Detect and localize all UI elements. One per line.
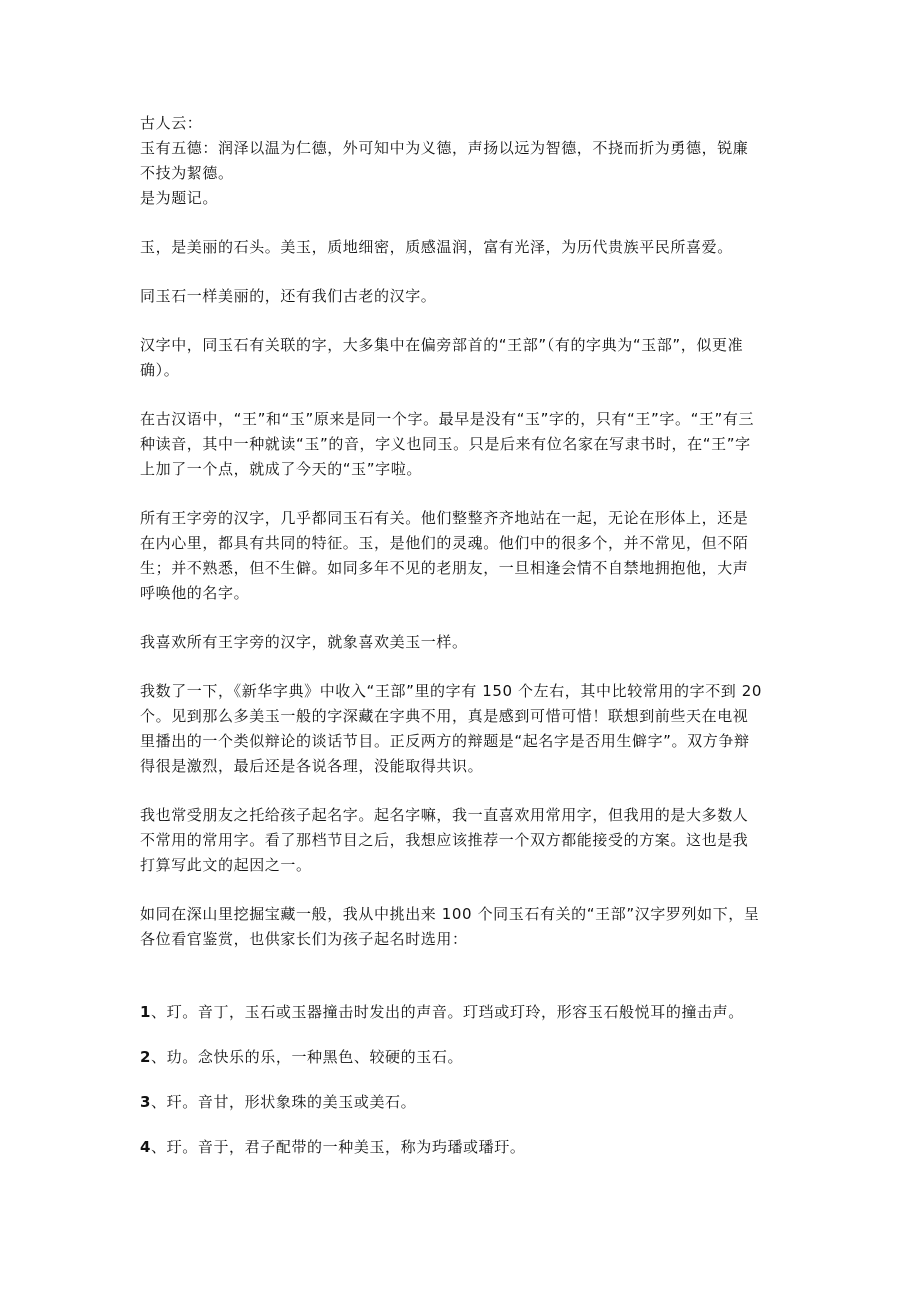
list-item xyxy=(140,1045,790,1070)
paragraph-line: 如同在深山里挖掘宝藏一般，我从中挑出来 100 个同玉石有关的“王部”汉字罗列如下，呈 xyxy=(140,905,760,923)
epigraph xyxy=(140,111,790,211)
paragraph-line: 在内心里，都具有共同的特征。玉，是他们的灵魂。他们中的很多个，并不常见，但不陌 xyxy=(140,534,749,552)
paragraph-line: 得很是激烈，最后还是各说各理，没能取得共识。 xyxy=(140,757,484,775)
item-text: 、玕。音甘，形状象珠的美玉或美石。 xyxy=(151,1093,417,1111)
paragraph-line: 不常用的常用字。看了那档节目之后，我想应该推荐一个双方都能接受的方案。这也是我 xyxy=(140,831,749,849)
paragraph-4 xyxy=(140,407,790,482)
paragraph-line: 里播出的一个类似辩论的谈话节目。正反两方的辩题是“起名字是否用生僻字”。双方争辩 xyxy=(140,732,750,750)
paragraph-line: 上加了一个点，就成了今天的“玉”字啦。 xyxy=(140,460,422,478)
paragraph-line: 我喜欢所有王字旁的汉字，就象喜欢美玉一样。 xyxy=(140,633,468,651)
epigraph-line: 是为题记。 xyxy=(140,189,219,207)
item-number: 4 xyxy=(140,1138,152,1156)
item-text: 、玏。念快乐的乐，一种黑色、较硬的玉石。 xyxy=(151,1048,464,1066)
epigraph-line: 不技为絜德。 xyxy=(140,164,234,182)
paragraph-line: 打算写此文的起因之一。 xyxy=(140,856,312,874)
item-text: 、玗。音于，君子配带的一种美玉，称为玙璠或璠玗。 xyxy=(151,1138,526,1156)
paragraph-3 xyxy=(140,333,790,383)
paragraph-line: 各位看官鉴赏，也供家长们为孩子起名时选用： xyxy=(140,930,468,948)
item-number: 3 xyxy=(140,1093,152,1111)
list-item xyxy=(140,1135,790,1160)
paragraph-line: 生；并不熟悉，但不生僻。如同多年不见的老朋友，一旦相逢会情不自禁地拥抱他，大声 xyxy=(140,559,749,577)
item-number: 2 xyxy=(140,1048,152,1066)
paragraph-line: 个。见到那么多美玉一般的字深藏在字典不用，真是感到可惜可惜！联想到前些天在电视 xyxy=(140,707,749,725)
paragraph-line: 玉，是美丽的石头。美玉，质地细密，质感温润，富有光泽，为历代贵族平民所喜爱。 xyxy=(140,238,733,256)
item-text: 、玎。音丁，玉石或玉器撞击时发出的声音。玎珰或玎玲，形容玉石般悦耳的撞击声。 xyxy=(151,1003,744,1021)
item-number: 1 xyxy=(140,1003,152,1021)
document-page xyxy=(140,111,790,1180)
paragraph-line: 所有王字旁的汉字，几乎都同玉石有关。他们整整齐齐地站在一起，无论在形体上，还是 xyxy=(140,509,749,527)
list-item xyxy=(140,1090,790,1115)
paragraph-line: 同玉石一样美丽的，还有我们古老的汉字。 xyxy=(140,287,437,305)
paragraph-line: 种读音，其中一种就读“玉”的音，字义也同玉。只是后来有位名家在写隶书时，在“王”字 xyxy=(140,435,751,453)
paragraph-7 xyxy=(140,679,790,779)
list-item xyxy=(140,1000,790,1025)
paragraph-9 xyxy=(140,902,790,952)
epigraph-line: 古人云： xyxy=(140,114,203,132)
paragraph-line: 我也常受朋友之托给孩子起名字。起名字嘛，我一直喜欢用常用字，但我用的是大多数人 xyxy=(140,806,749,824)
paragraph-1 xyxy=(140,235,790,260)
paragraph-line: 在古汉语中，“王”和“玉”原来是同一个字。最早是没有“玉”字的，只有“王”字。“王”有三 xyxy=(140,410,755,428)
paragraph-2 xyxy=(140,284,790,309)
epigraph-line: 玉有五德：润泽以温为仁德，外可知中为义德，声扬以远为智德，不挠而折为勇德，锐廉 xyxy=(140,139,749,157)
paragraph-line: 确）。 xyxy=(140,361,180,379)
paragraph-5 xyxy=(140,506,790,606)
paragraph-line: 汉字中，同玉石有关联的字，大多集中在偏旁部首的“王部”（有的字典为“玉部”，似更准 xyxy=(140,336,744,354)
paragraph-line: 我数了一下，《新华字典》中收入“王部”里的字有 150 个左右，其中比较常用的字不到 20 xyxy=(140,682,763,700)
paragraph-8 xyxy=(140,803,790,878)
paragraph-6 xyxy=(140,630,790,655)
paragraph-line: 呼唤他的名字。 xyxy=(140,584,250,602)
